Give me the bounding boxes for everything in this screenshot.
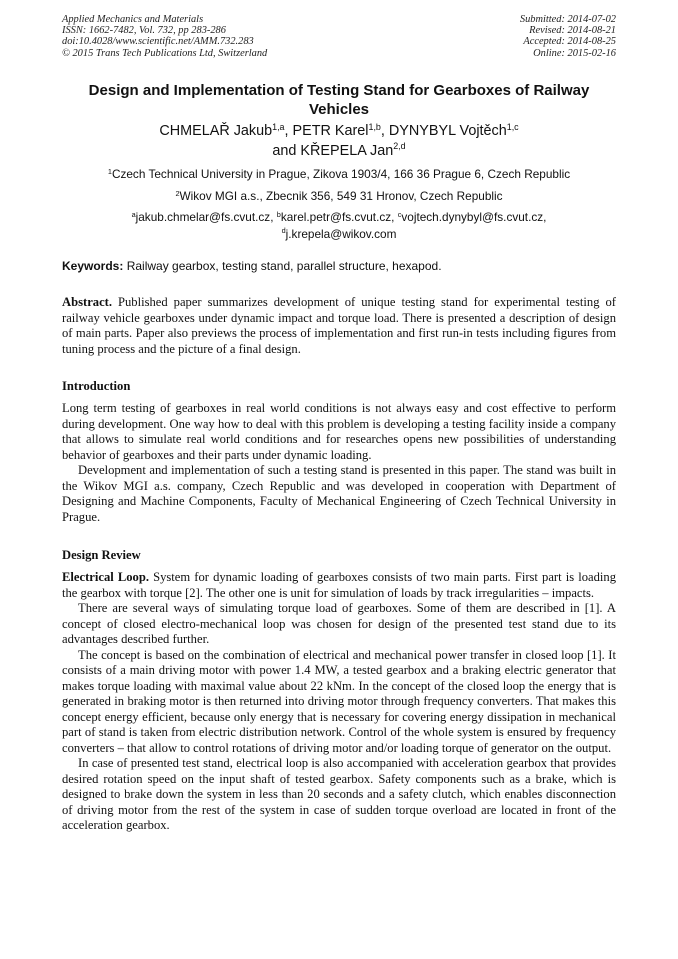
date-submitted: Submitted: 2014-07-02 <box>519 14 616 25</box>
journal-header-left <box>62 14 267 59</box>
paragraph: In case of presented test stand, electrical loop is also accompanied with acceleration gearbox that provides desired rotation speed on the input shaft of tested gearbox. Safety components such as a brake, which is designed to brake down the system in less than 20 seconds and a safety clutch, which enables disconnection of driving motor from the rest of the system in case of sudden torque overload are located in front of the acceleration gearbox. <box>62 756 616 832</box>
keywords <box>62 259 616 274</box>
keywords-label: Keywords: <box>62 259 124 273</box>
author-name: KŘEPELA Jan <box>300 142 394 159</box>
journal-copyright: © 2015 Trans Tech Publications Ltd, Switzerland <box>62 47 268 59</box>
author-line-1 <box>62 122 616 142</box>
author-name: CHMELAŘ Jakub <box>159 123 273 139</box>
author-affil-mark: 1,b <box>368 121 381 132</box>
affil-mark: 1 <box>107 166 112 176</box>
paragraph: Long term testing of gearboxes in real world conditions is not always easy and cost effective to perform during development. One way how to deal with this problem is developing a testing facility inside a company that allows to simulate real world conditions and for researches opens new possibilities of understanding behavior of gearboxes and their parts under dynamic loading. <box>62 401 616 462</box>
author-affil-mark: 1,a <box>272 121 285 132</box>
email-line-1 <box>62 210 616 227</box>
author-list <box>62 122 616 161</box>
journal-header-right <box>520 14 616 59</box>
journal-doi: doi:10.4028/www.scientific.net/AMM.732.283 <box>62 36 254 48</box>
author-name: PETR Karel <box>292 123 369 139</box>
email-link[interactable]: vojtech.dynybyl@fs.cvut.cz, <box>401 210 547 224</box>
author-and: and <box>272 142 301 159</box>
email-line-2 <box>62 227 616 244</box>
paragraph-text: System for dynamic loading of gearboxes consists of two main parts. First part is loading the gearbox with torque [2]. The other one is unit for simulation of loads by track irregularities – impacts. <box>62 570 616 600</box>
email-mark: b <box>276 209 281 219</box>
author-emails <box>62 210 616 244</box>
design-review-body <box>62 570 616 834</box>
affiliation-1 <box>62 167 616 184</box>
email-mark: c <box>397 209 402 219</box>
abstract-label: Abstract. <box>62 295 113 309</box>
journal-name: Applied Mechanics and Materials <box>62 14 204 25</box>
keywords-text: Railway gearbox, testing stand, parallel structure, hexapod. <box>123 259 442 273</box>
paragraph: There are several ways of simulating torque load of gearboxes. Some of them are described in [1]. A concept of closed electro-mechanical loop was chosen for design of the presented test stand due to its advantages described further. <box>62 601 616 646</box>
introduction-body <box>62 401 616 525</box>
affiliation-2 <box>62 189 616 206</box>
abstract <box>62 295 616 357</box>
email-link[interactable]: jakub.chmelar@fs.cvut.cz, <box>135 210 277 224</box>
subsection-run-in-heading: Electrical Loop. <box>62 570 149 584</box>
paragraph: Development and implementation of such a testing stand is presented in this paper. The stand was built in the Wikov MGI a.s. company, Czech Republic and was developed in cooperation with Department of Designing and Machine Components, Faculty of Mechanical Engineering of Czech Technical University in Prague. <box>62 463 616 524</box>
affiliation-text: Czech Technical University in Prague, Zikova 1903/4, 166 36 Prague 6, Czech Republic <box>111 167 571 181</box>
author-separator: , <box>380 123 389 139</box>
author-name: DYNYBYL Vojtěch <box>388 123 507 139</box>
paragraph: The concept is based on the combination of electrical and mechanical power transfer in closed loop [1]. It consists of a main driving motor with power 1.4 MW, a tested gearbox and a braking electric generator that makes torque loading with maximal value about 22 kNm. In the concept of the closed loop the energy that is generated in braking motor is then returned into driving motor through frequency converters. That makes this concept energy efficient, because only energy that is necessary for covering energy dissipation in mechanical part of stand is taken from electric distribution network. Control of the whole system is ensured by frequency converters – that allow to control rotations of driving motor and/or loading torque of generator on the output. <box>62 647 616 755</box>
section-heading-design-review: Design Review <box>62 548 141 562</box>
email-link[interactable]: karel.petr@fs.cvut.cz, <box>280 210 398 224</box>
date-accepted: Accepted: 2014-08-25 <box>523 36 616 48</box>
email-mark: a <box>131 209 136 219</box>
paper-title: Design and Implementation of Testing Stand for Gearboxes of Railway Vehicles <box>88 82 590 118</box>
affil-mark: 2 <box>175 188 180 198</box>
section-heading-introduction: Introduction <box>62 379 131 393</box>
abstract-text: Published paper summarizes development of unique testing stand for experimental testing of railway vehicle gearboxes under dynamic impact and torque load. There is presented a description of design of main parts. Paper also previews the process of implementation and first run-in tests including figures from tuning process and the picture of a final design. <box>62 295 616 356</box>
date-revised: Revised: 2014-08-21 <box>529 25 616 37</box>
date-online: Online: 2015-02-16 <box>533 47 616 59</box>
email-mark: d <box>281 226 286 236</box>
affiliation-text: Wikov MGI a.s., Zbecnik 356, 549 31 Hronov, Czech Republic <box>179 189 503 203</box>
email-link[interactable]: j.krepela@wikov.com <box>285 226 397 241</box>
author-affil-mark: 1,c <box>506 121 519 132</box>
journal-issn: ISSN: 1662-7482, Vol. 732, pp 283-286 <box>62 25 226 37</box>
author-separator: , <box>284 123 293 139</box>
paragraph <box>62 570 616 601</box>
author-line-2 <box>62 142 616 162</box>
author-affil-mark: 2,d <box>393 141 406 152</box>
